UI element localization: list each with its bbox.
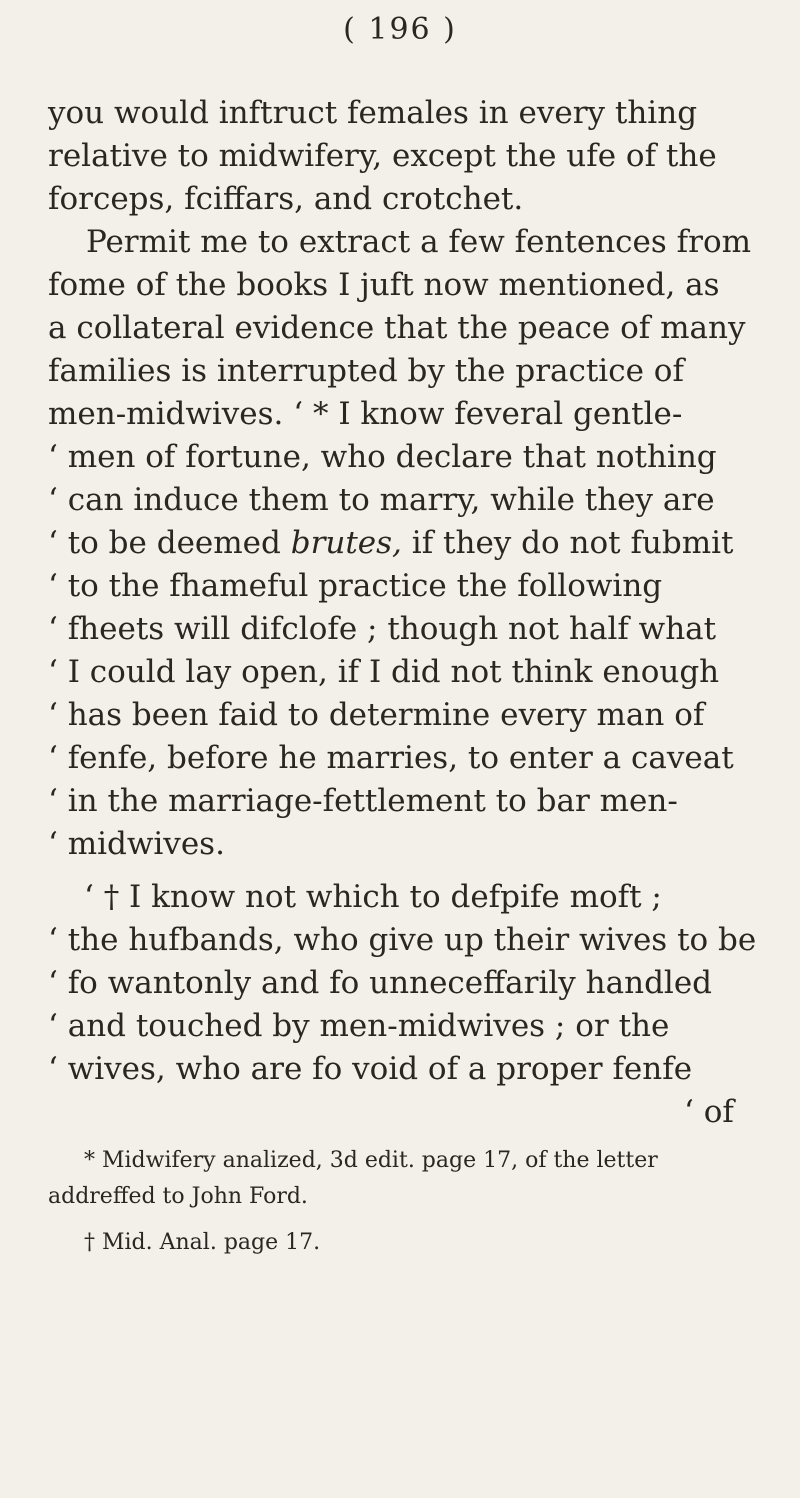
text-line: Permit me to extract a few fentences from [86,224,752,260]
text-line: a collateral evidence that the peace of many [48,310,746,346]
text-line [48,523,734,563]
footnote: addreffed to John Ford. [48,1184,308,1209]
text-line: ‘ has been faid to determine every man of [48,697,705,733]
text-line: ‘ I could lay open, if I did not think enough [48,654,720,690]
text-line: you would inftruct females in every thing [48,95,698,131]
footnote: * Midwifery analized, 3d edit. page 17, of the letter [84,1148,658,1173]
text-line: ‘ wives, who are fo void of a proper fenfe [48,1051,693,1087]
text-line: ‘ can induce them to marry, while they are [48,482,715,518]
text-line: ‘ fheets will difclofe ; though not half what [48,611,717,647]
text-segment: if they do not fubmit [401,525,734,561]
italic-word: brutes, [290,525,402,561]
text-line: ‘ men of fortune, who declare that nothing [48,439,717,475]
text-segment: ‘ to be deemed [48,525,281,561]
text-line: ‘ the hufbands, who give up their wives to be [48,922,757,958]
text-line: ‘ in the marriage-fettlement to bar men- [48,783,678,819]
text-line: forceps, fciffars, and crotchet. [48,181,524,217]
text-line: fome of the books I juft now mentioned, as [48,267,720,303]
footnote: † Mid. Anal. page 17. [84,1230,321,1255]
text-line: families is interrupted by the practice of [48,353,684,389]
text-line: ‘ to the fhameful practice the following [48,568,663,604]
text-line: ‘ fenfe, before he marries, to enter a caveat [48,740,734,776]
page-number: ( 196 ) [343,12,457,47]
text-line: ‘ and touched by men-midwives ; or the [48,1008,670,1044]
text-line: ‘ midwives. [48,826,225,862]
text-line: ‘ fo wantonly and fo unneceffarily handled [48,965,713,1001]
text-line: ‘ of [684,1094,734,1130]
text-line: men-midwives. ‘ * I know feveral gentle- [48,396,683,432]
text-line: relative to midwifery, except the ufe of the [48,138,717,174]
text-line: ‘ † I know not which to defpife moft ; [84,879,662,915]
